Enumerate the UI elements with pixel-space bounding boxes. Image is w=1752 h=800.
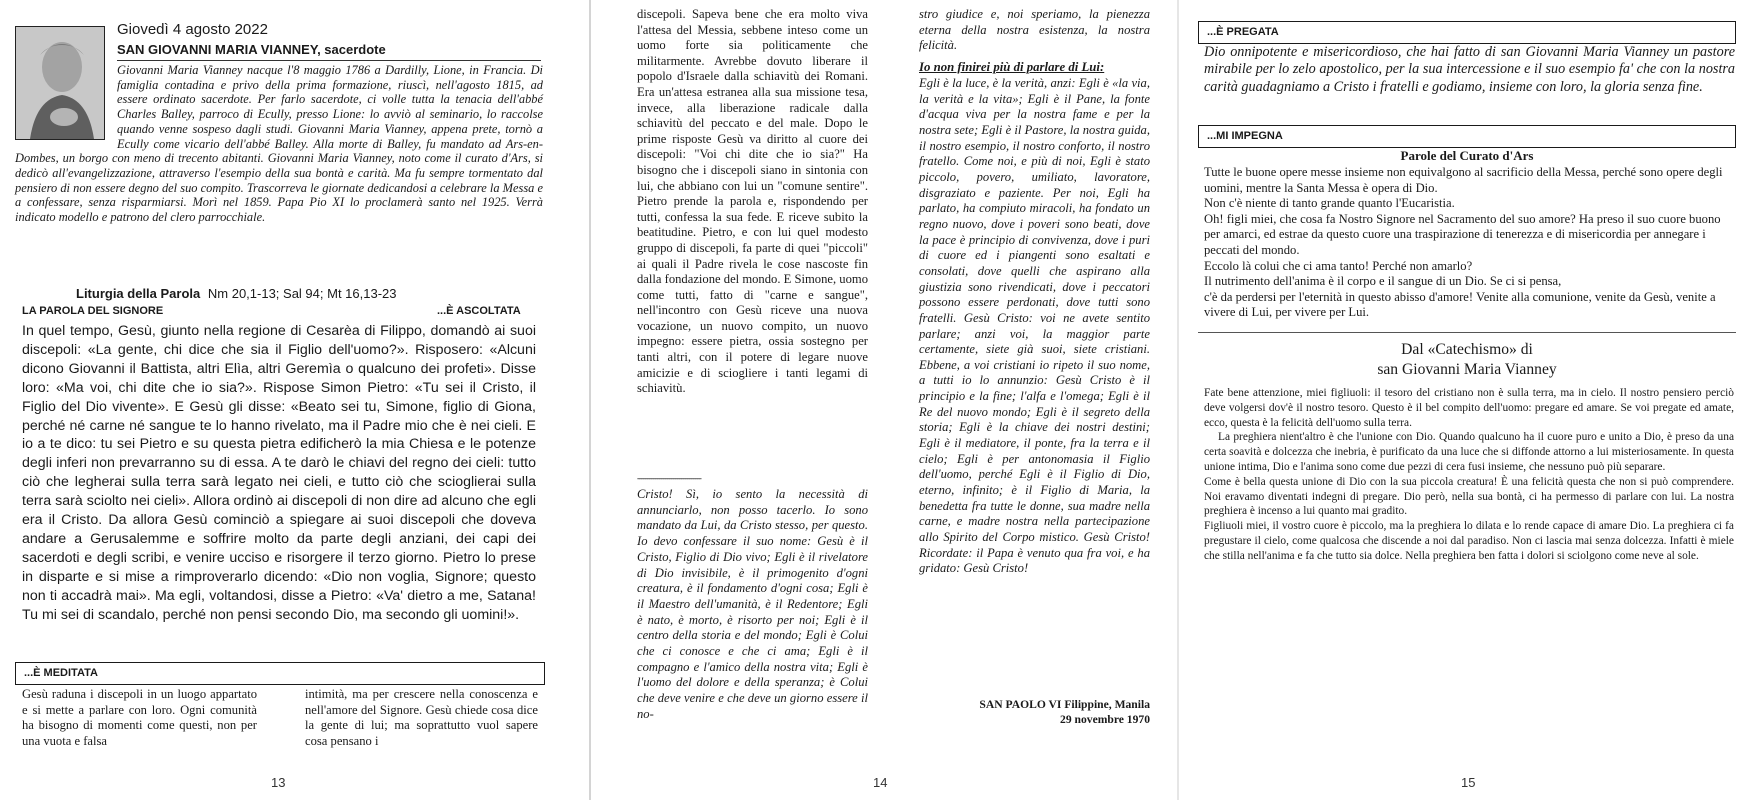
listened-heading: ...È ASCOLTATA <box>437 305 521 317</box>
catechism-text <box>1204 386 1734 564</box>
catechism-paragraph: La preghiera nient'altro è che l'unione con Dio. Quando qualcuno ha il cuore puro e unito a Dio, è preso da una certa soavità e dolcezza che inebria, è purificato da una luce che si diffonde attorno a lui misteriosamente. In questa unione intima, Dio e l'anima sono come due pezzi di cera fusi insieme, che nessuno può più separare. <box>1204 431 1734 473</box>
saint-title: SAN GIOVANNI MARIA VIANNEY, sacerdote <box>117 42 386 57</box>
biography-text: Giovanni Maria Vianney nacque l'8 maggio 1786 a Dardilly, Lione, in Francia. Di famiglia contadina e privo della prima formazione, riuscì, nell'agosto 1815, ad essere ordinato sacerdote. Per farlo sacerdote, ci volle tutta la tenacia dell'abbé Charles Balley, parroco di Ecully, presso Lione: lo avviò al seminario, lo raccolse quando venne sospeso dagli studi. Giovanni Maria Vianney, appena prete, tornò a Ecully come vicario dell'abbé Balley. Alla morte di Balley, fu mandato ad Ars-en-Dombes, un borgo con meno di trecento abitanti. Giovanni Maria Vianney, noto come il curato d'Ars, si dedicò all'evangelizzazione, attraverso l'esempio della sua bontà e carità. Ma fu sempre tormentato dal pensiero di non essere degno del suo compito. Trascorreva le giornate dedicandosi a celebrare la Messa e a confessare, senza risparmiarsi. Morì nel 1859. Papa Pio XI lo proclamerà santo nel 1925. Verrà indicato modello e patrono del clero parrocchiale. <box>15 63 543 225</box>
gospel-text: In quel tempo, Gesù, giunto nella regione di Cesarèa di Filippo, domandò ai suoi discepoli: «La gente, chi dice che sia il Figlio dell'uomo?». Risposero: «Alcuni dicono Giovanni il Battista, altri Elìa, altri Geremìa o qualcuno dei profeti». Disse loro: «Ma voi, chi dite che io sia?». Rispose Simon Pietro: «Tu sei il Cristo, il Figlio del Dio vivente». E Gesù gli disse: «Beato sei tu, Simone, figlio di Giona, perché né carne né sangue te lo hanno rivelato, ma il Padre mio che è nei cieli. E io a te dico: tu sei Pietro e su questa pietra edificherò la mia Chiesa e le potenze degli inferi non prevarranno su di essa. A te darò le chiavi del regno dei cieli: tutto ciò che legherai sulla terra sarà legato nei cieli, e tutto ciò che scioglierai sulla terra sarà sciolto nei cieli». Allora ordinò ai discepoli di non dire ad alcuno che egli era il Cristo. Da allora Gesù cominciò a spiegare ai suoi discepoli che doveva andare a Gerusalemme e soffrire molto da parte degli anziani, dei capi dei sacerdoti e degli scribi, e venire ucciso e risorgere il terzo giorno. Pietro lo prese in disparte e si mise a rimproverarlo dicendo: «Dio non voglia, Signore; questo non ti accadrà mai». Ma egli, voltandosi, disse a Pietro: «Va' dietro a me, Satana! Tu mi sei di scandalo, perché non pensi secondo Dio, ma secondo gli uomini!». <box>22 323 536 623</box>
page-13 <box>0 0 588 800</box>
meditation-col-1: Gesù raduna i discepoli in un luogo appartato e si mette a parlare con loro. Ogni comunità ha bisogno di momenti come questi, non per una vuota e falsa <box>22 687 257 748</box>
spread-divider-right <box>1177 0 1179 800</box>
spread-divider-left <box>589 0 591 800</box>
prayed-heading: ...È PREGATA <box>1198 21 1736 44</box>
not-finish-heading: Io non finirei più di parlare di Lui: <box>919 60 1105 74</box>
saint-biography <box>15 63 543 225</box>
paolo-vi-text-col2: Egli è la luce, è la verità, anzi: Egli è «la via, la verità e la vita»; Egli è il Pane, la fonte d'acqua viva per la nostra fame e per la nostra sete; Egli è il Pastore, la nostra guida, il nostro esempio, il nostro conforto, il nostro fratello. Come noi, e più di noi, Egli è stato piccolo, povero, umiliato, lavoratore, disgraziato e paziente. Per noi, Egli ha parlato, ha compiuto miracoli, ha fondato un regno nuovo, dove i poveri sono beati, dove la pace è principio di convivenza, dove i puri di cuore ed i piangenti sono esaltati e consolati, dove quelli che aspirano alla giustizia sono rivendicati, dove i peccatori possono essere perdonati, dove tutti sono fratelli. Gesù Cristo: voi ne avete sentito parlare; anzi voi, la maggior parte certamente, siete già suoi, siete cristiani. Ebbene, a voi cristiani io ripeto il suo nome, a tutti io lo annunzio: Gesù Cristo è il principio e la fine; l'alfa e l'omega; Egli è il Re del nuovo mondo; Egli è il segreto della storia; Egli è la chiave dei nostri destini; Egli è il mediatore, il ponte, fra la terra e il cielo; Egli è per antonomasia il Figlio dell'uomo, perché Egli è il Figlio di Dio, eterno, infinito; è il Figlio di Maria, la benedetta fra tutte le donne, sua madre nella carne, e madre nostra nella partecipazione allo Spirito del Corpo mistico. Gesù Cristo! Ricordate: il Papa è venuto qua fra voi, e ha gridato: Gesù Cristo! <box>919 76 1150 576</box>
curate-words-title: Parole del Curato d'Ars <box>1400 148 1534 163</box>
page-number-14: 14 <box>873 775 888 790</box>
page-number-15: 15 <box>1461 775 1476 790</box>
date-line: Giovedì 4 agosto 2022 <box>117 21 268 38</box>
page-number-13: 13 <box>271 775 286 790</box>
page-14 <box>594 0 1176 800</box>
curate-line: c'è da perdersi per l'eternità in questo abisso d'amore! Venite alla comunione, venite da Gesù, venite a vivere di Lui, per vivere per Lui. <box>1204 289 1716 320</box>
signature-line-2: 29 novembre 1970 <box>1060 713 1150 726</box>
catechism-paragraph: Fate bene attenzione, miei figliuoli: il tesoro del cristiano non è sulla terra, ma in cielo. Il nostro pensiero perciò deve volgersi dov'è il nostro tesoro. Questo è il bel compito dell'uomo: pregare ed amare. Se voi pregate ed amate, ecco, questa è la felicità dell'uomo sulla terra. <box>1204 387 1734 429</box>
meditated-heading: ...È MEDITATA <box>15 662 545 685</box>
catechism-rule <box>1198 332 1736 333</box>
curate-words <box>1204 165 1734 321</box>
signature <box>919 697 1150 727</box>
curate-line: Non c'è niente di tanto grande quanto l'Eucaristia. <box>1204 196 1455 211</box>
page-15 <box>1180 0 1752 800</box>
paolo-vi-text-col1: Cristo! Sì, io sento la necessità di annunciarlo, non posso tacerlo. Io sono mandato da Lui, da Cristo stesso, per questo. Io devo confessare il suo nome: Gesù è il Cristo, Figlio di Dio vivo; Egli è il rivelatore di Dio invisibile, è il primogenito d'ogni creatura, è il fondamento d'ogni cosa; Egli è il Maestro dell'umanità, è il Redentore; Egli è nato, è morto, è risorto per noi; Egli è il centro della storia e del mondo; Egli è Colui che ci conosce e che ci ama; Egli è il compagno e l'amico della nostra vita; Egli è l'uomo del dolore e della speranza; è Colui che deve venire e che deve un giorno essere il no- <box>637 487 868 721</box>
signature-line-1: SAN PAOLO VI Filippine, Manila <box>979 698 1150 711</box>
catechism-paragraph: Come è bella questa unione di Dio con la sua piccola creatura! È una felicità questa che non si può comprendere. Noi eravamo diventati indegni di pregare. Dio però, nella sua bontà, ci ha permesso di parlare con lui. La nostra preghiera è incenso a lui quanto mai gradito. <box>1204 475 1734 518</box>
catechism-title-line-1: Dal «Catechismo» di <box>1401 341 1533 358</box>
catechism-title-line-2: san Giovanni Maria Vianney <box>1377 361 1557 378</box>
curate-line: Il nutrimento dell'anima è il corpo e il sangue di un Dio. Se ci si pensa, <box>1204 274 1562 289</box>
curate-line: Oh! figli miei, che cosa fa Nostro Signore nel Sacramento del suo amore? Ha preso il suo cuore buono per amarci, ed estrae da questo cuore una traspirazione di tenerezza e di misericordia per annegare i peccati del mondo. <box>1204 211 1721 257</box>
collect-prayer: Dio onnipotente e misericordioso, che hai fatto di san Giovanni Maria Vianney un pastore mirabile per lo zelo apostolico, per la sua intercessione e il suo esempio fa' che con la nostra carità guadagniamo a Cristo i fratelli e godiamo, insieme con loro, la gloria senza fine. <box>1204 44 1735 95</box>
liturgy-line <box>76 286 397 301</box>
catechism-title <box>1198 340 1736 380</box>
liturgy-label: Liturgia della Parola <box>76 286 201 301</box>
curate-line: Eccolo là colui che ci ama tanto! Perché non amarlo? <box>1204 258 1473 273</box>
liturgy-refs: Nm 20,1-13; Sal 94; Mt 16,13-23 <box>207 286 397 301</box>
commits-heading: ...MI IMPEGNA <box>1198 125 1736 148</box>
word-of-lord-heading: LA PAROLA DEL SIGNORE <box>22 305 164 317</box>
divider-dashes: -------------------------------- <box>637 473 701 483</box>
meditation-col-2: intimità, ma per crescere nella conoscenza e nell'amore del Signore. Gesù chiede cosa dice la gente di lui; ma soprattutto vuol sapere cosa pensano i <box>305 687 538 748</box>
title-rule <box>117 60 541 61</box>
meditation-continued: discepoli. Sapeva bene che era molto viva l'attesa del Messia, sebbene inteso come un uomo forte sia politicamente che militarmente. Avrebbe dovuto liberare il popolo d'Israele dalla schiavitù dei Romani. Era un'attesa estranea alla sua missione tesa, invece, alla liberazione radicale dalla schiavitù del peccato e del male. Dopo le prime risposte Gesù va diritto al cuore dei discepoli: "Voi chi dite che io sia?" Ha bisogno che i discepoli siano in sintonia con lui, che abbiano con lui un "comune sentire". Pietro prende la parola e, rispondendo per tutti, confessa la sua fede. E riceve subito la beatitudine. Pietro, e con lui quel modesto gruppo di discepoli, fa parte di quei "piccoli" ai quali il Padre rivela le cose nascoste fin dalla fondazione del mondo. E Simone, uomo come tutti, fatto di "carne e sangue", nell'incontro con Gesù riceve una nuova vocazione, un nuovo compito, un nuovo impegno: essere pietra, ossia sostegno per tanti altri, con il potere di legare nuove amicizie e di sciogliere i tanti legami di schiavitù. <box>637 7 868 396</box>
paolo-vi-text-col2-start: stro giudice e, noi speriamo, la pienezza eterna della nostra esistenza, la nostra felicità. <box>919 7 1150 53</box>
catechism-paragraph: Figliuoli miei, il vostro cuore è piccolo, ma la preghiera lo dilata e lo rende capace di amare Dio. La preghiera ci fa pregustare il cielo, come qualcosa che discende a noi dal paradiso. Non ci lascia mai senza dolcezza. Infatti è miele che stilla nell'anima e fa che tutto sia dolce. Nella preghiera ben fatta i dolori si sciolgono come neve al sole. <box>1204 520 1734 562</box>
curate-line: Tutte le buone opere messe insieme non equivalgono al sacrificio della Messa, perché sono opere degli uomini, mentre la Santa Messa è opera di Dio. <box>1204 165 1723 195</box>
